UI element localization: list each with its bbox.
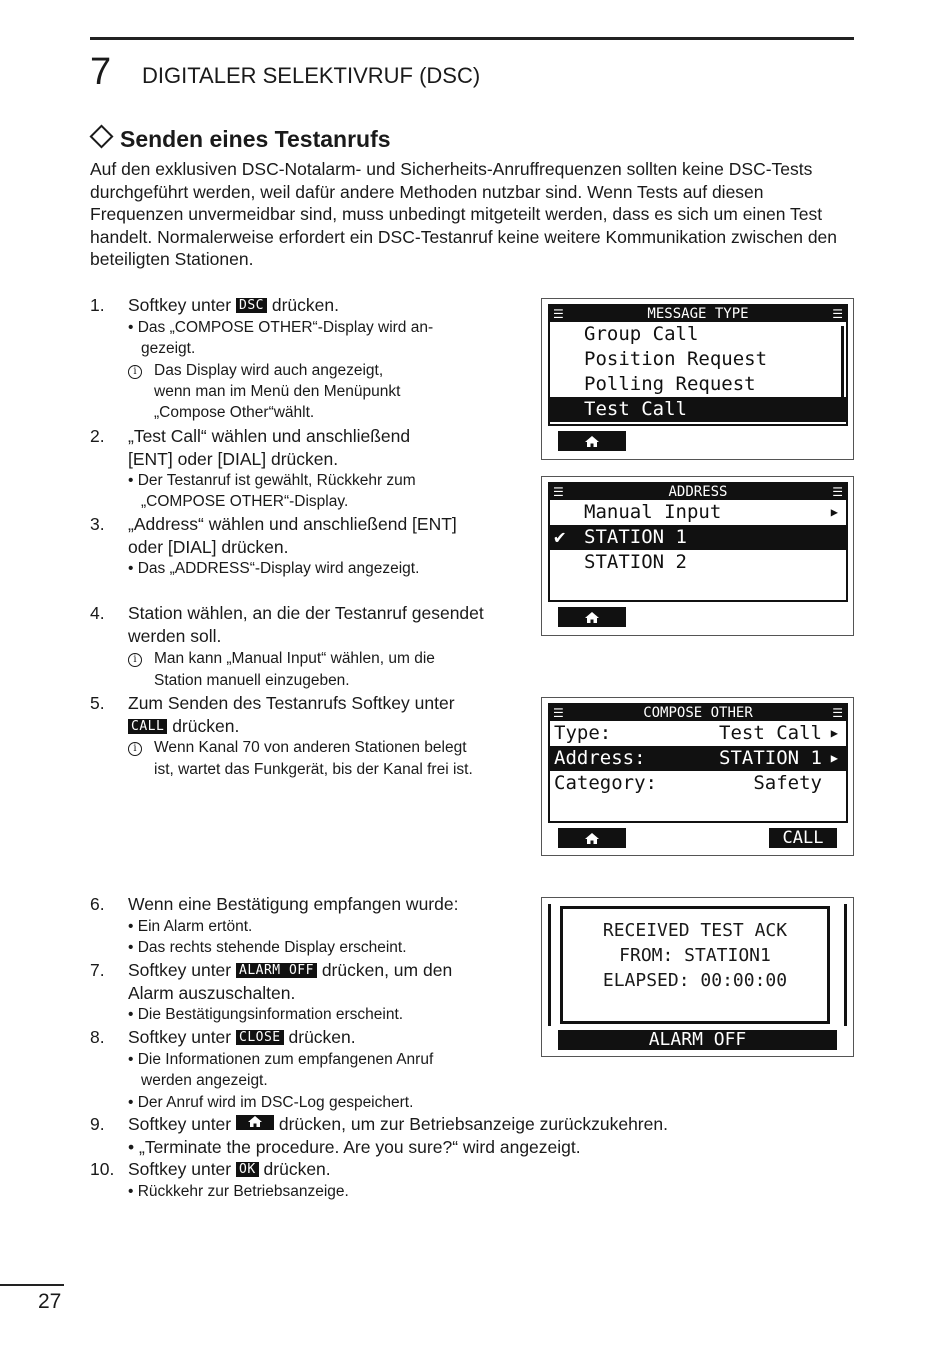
ack-line-2: FROM: STATION1: [619, 945, 771, 966]
page-number: 27: [38, 1290, 62, 1313]
ack-message-box: [560, 906, 830, 1024]
home-icon: [584, 611, 600, 624]
step-number: 10.: [90, 1159, 115, 1179]
step-number: 5.: [90, 693, 105, 713]
home-key-icon: [236, 1115, 274, 1130]
home-icon: [584, 435, 600, 448]
menu-icon: ☰: [832, 307, 843, 321]
bullet: • Rückkehr zur Betriebsanzeige.: [128, 1183, 349, 1200]
info-text: Wenn Kanal 70 von anderen Stationen belegt: [154, 739, 467, 756]
field-category[interactable]: Category: Safety: [554, 772, 822, 794]
menu-icon: ☰: [553, 307, 564, 321]
step-number: 7.: [90, 960, 105, 980]
step-text: „Test Call“ wählen und anschließend: [128, 426, 411, 446]
step-text: werden soll.: [128, 626, 222, 646]
info-icon: i: [128, 365, 142, 379]
lcd-header: [550, 705, 846, 721]
bullet: • Das rechts stehende Display erscheint.: [128, 939, 407, 956]
lcd-received-ack: [541, 897, 854, 1057]
intro-paragraph: Auf den exklusiven DSC-Notalarm- und Sicherheits-Anruffrequenzen sollten keine DSC-Tests durchgeführt werden, weil dafür andere Methoden nutzbar sind. Wenn Tests auf diesen Frequenzen unvermeidbar sind, muss unbedingt mitgeteilt werden, dass es sich um einen Test handelt. Normalerweise erfordert ein DSC-Testanruf keine weitere Kommunikation zwischen den beteiligten Stationen.: [90, 159, 838, 270]
menu-item-selected[interactable]: ✔ STATION 1: [550, 525, 846, 550]
footer-rule: [0, 1284, 64, 1286]
menu-item[interactable]: Polling Request: [584, 373, 756, 395]
lcd-screen: [548, 304, 848, 426]
step-number: 1.: [90, 295, 105, 315]
bullet: • Ein Alarm ertönt.: [128, 918, 253, 935]
info-text: „Compose Other“wählt.: [154, 404, 315, 421]
step-text: Wenn eine Bestätigung empfangen wurde:: [128, 894, 459, 914]
step-text: CALL drücken.: [128, 715, 239, 738]
diamond-icon: [89, 124, 113, 148]
call-key-icon: CALL: [128, 719, 167, 734]
step-text: Softkey unter CLOSE drücken.: [128, 1027, 356, 1047]
chapter-title: DIGITALER SELEKTIVRUF (DSC): [142, 63, 481, 88]
ok-key-icon: OK: [236, 1162, 259, 1177]
step-number: 8.: [90, 1027, 105, 1047]
home-icon: [584, 832, 600, 845]
menu-item[interactable]: Group Call: [584, 323, 699, 345]
step-text: Zum Senden des Testanrufs Softkey unter: [128, 693, 455, 713]
step-text: [ENT] oder [DIAL] drücken.: [128, 449, 339, 469]
screen-edge: [844, 904, 847, 1026]
info-note: [128, 360, 142, 381]
bullet: • Das „COMPOSE OTHER“-Display wird an-: [128, 319, 434, 336]
section-title: [90, 125, 391, 153]
home-softkey[interactable]: [558, 431, 626, 451]
info-text: Man kann „Manual Input“ wählen, um die: [154, 650, 435, 667]
lcd-screen: [548, 703, 848, 823]
scrollbar: [841, 326, 844, 420]
menu-item[interactable]: Position Request: [584, 348, 768, 370]
step-number: 2.: [90, 426, 105, 446]
step-text: Softkey unter ALARM OFF drücken, um den: [128, 960, 453, 980]
home-softkey[interactable]: [558, 828, 626, 848]
bullet: • Das „ADDRESS“-Display wird angezeigt.: [128, 560, 420, 577]
info-icon: i: [128, 742, 142, 756]
bullet-cont: werden angezeigt.: [141, 1072, 268, 1089]
arrow-right-icon: ▶: [830, 726, 838, 740]
menu-icon: ☰: [553, 485, 564, 499]
field-type[interactable]: Type: Test Call ▶: [554, 722, 838, 744]
step-text: Softkey unter OK drücken.: [128, 1159, 331, 1179]
info-text: ist, wartet das Funkgerät, bis der Kanal frei ist.: [154, 761, 473, 778]
arrow-right-icon: ▶: [830, 751, 838, 765]
chapter-number: 7: [90, 51, 112, 93]
alarm-off-softkey[interactable]: ALARM OFF: [558, 1030, 837, 1050]
bullet: • Die Informationen zum empfangenen Anruf: [128, 1051, 434, 1068]
top-rule: [90, 37, 854, 40]
home-softkey[interactable]: [558, 607, 626, 627]
menu-icon: ☰: [553, 706, 564, 720]
menu-icon: ☰: [832, 706, 843, 720]
screen-edge: [548, 904, 551, 1026]
bullet: • Der Anruf wird im DSC-Log gespeichert.: [128, 1094, 414, 1111]
step-text: Softkey unter drücken, um zur Betriebsanzeige zurückzukehren.: [128, 1114, 668, 1134]
alarm-off-key-icon: ALARM OFF: [236, 963, 317, 978]
lcd-compose-other: [541, 697, 854, 856]
step-number: 9.: [90, 1114, 105, 1134]
step-number: 6.: [90, 894, 105, 914]
info-text: wenn man im Menü den Menüpunkt: [154, 383, 401, 400]
dsc-key-icon: DSC: [236, 298, 267, 313]
menu-item[interactable]: STATION 2: [584, 551, 687, 573]
info-text: Das Display wird auch angezeigt,: [154, 362, 384, 379]
info-icon: i: [128, 653, 142, 667]
lcd-screen: [548, 482, 848, 602]
bullet: • Der Testanruf ist gewählt, Rückkehr zum: [128, 472, 416, 489]
lcd-title: COMPOSE OTHER: [643, 705, 753, 721]
menu-icon: ☰: [832, 485, 843, 499]
step-number: 3.: [90, 514, 105, 534]
step-text: „Address“ wählen und anschließend [ENT]: [128, 514, 457, 534]
bullet-cont: „COMPOSE OTHER“-Display.: [141, 493, 349, 510]
lcd-title: MESSAGE TYPE: [647, 306, 749, 322]
info-note: [128, 737, 142, 758]
menu-item-selected[interactable]: Test Call: [550, 397, 846, 422]
ack-line-1: RECEIVED TEST ACK: [602, 920, 788, 941]
section-title-text: Senden eines Testanrufs: [120, 126, 391, 152]
ack-line-3: ELAPSED: 00:00:00: [602, 970, 788, 991]
info-note: [128, 648, 142, 669]
checkmark-icon: ✔: [554, 526, 566, 548]
bullet-cont: gezeigt.: [141, 340, 196, 357]
lcd-header: [550, 306, 846, 322]
bullet: • Die Bestätigungsinformation erscheint.: [128, 1006, 404, 1023]
lcd-title: ADDRESS: [668, 484, 728, 500]
bullet: • „Terminate the procedure. Are you sure?“ wird angezeigt.: [128, 1137, 581, 1157]
call-softkey[interactable]: CALL: [769, 828, 837, 848]
field-address[interactable]: Address: STATION 1 ▶: [550, 746, 846, 771]
step-text: oder [DIAL] drücken.: [128, 537, 289, 557]
info-text: Station manuell einzugeben.: [154, 672, 350, 689]
arrow-right-icon: ▶: [830, 505, 838, 519]
close-key-icon: CLOSE: [236, 1030, 284, 1045]
lcd-address: [541, 476, 854, 636]
menu-item[interactable]: Manual Input ▶: [584, 501, 838, 523]
step-text: Softkey unter DSC drücken.: [128, 295, 339, 315]
lcd-message-type: [541, 298, 854, 460]
step-text: Station wählen, an die der Testanruf gesendet: [128, 603, 484, 623]
step-number: 4.: [90, 603, 105, 623]
lcd-header: [550, 484, 846, 500]
step-text: Alarm auszuschalten.: [128, 983, 296, 1003]
